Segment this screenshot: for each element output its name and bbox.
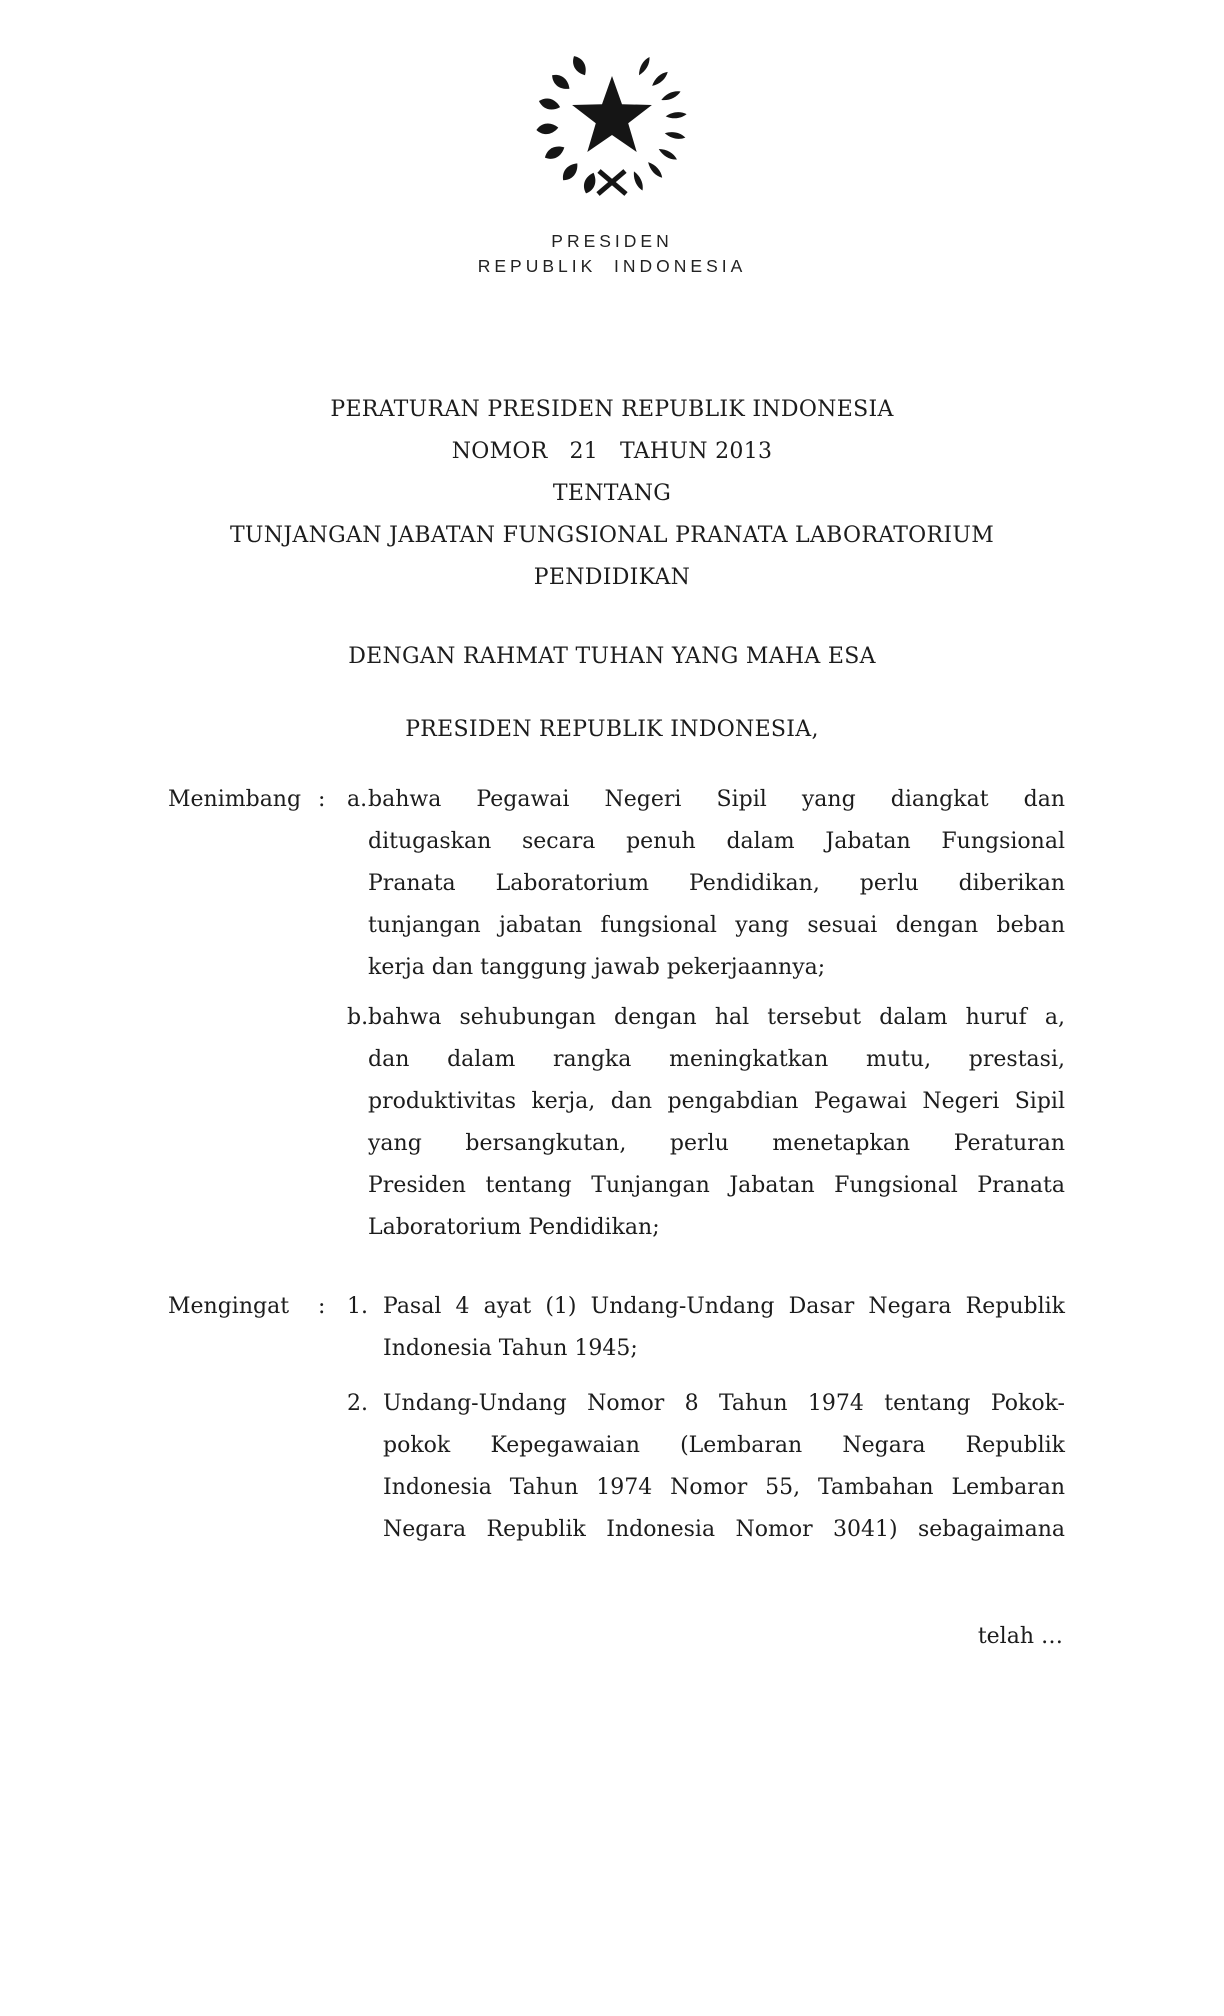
item-marker-b: b. [347, 1005, 369, 1030]
invocation-line: DENGAN RAHMAT TUHAN YANG MAHA ESA [348, 644, 876, 669]
letterhead [0, 229, 1224, 279]
mengingat-item-2-content [383, 1383, 1065, 1551]
text-line: tunjangan jabatan fungsional yang sesuai dengan beban [368, 913, 1065, 938]
text-line: Presiden tentang Tunjangan Jabatan Fungsional Pranata [368, 1173, 1065, 1198]
menimbang-item-b-content [368, 997, 1065, 1249]
mengingat-colon: : [318, 1294, 326, 1319]
authority-line: PRESIDEN REPUBLIK INDONESIA, [405, 717, 819, 742]
menimbang-item-a [347, 779, 1065, 989]
mengingat-item-2 [347, 1383, 1065, 1551]
text-line: kerja dan tanggung jawab pekerjaannya; [368, 955, 826, 980]
text-line: Indonesia Tahun 1945; [383, 1336, 638, 1361]
mengingat-item-1-content [383, 1286, 1065, 1370]
title-line-subject-2: PENDIDIKAN [533, 565, 691, 590]
presidential-seal-icon [532, 52, 692, 204]
text-line: yang bersangkutan, perlu menetapkan Peraturan [368, 1131, 1065, 1156]
text-line: Indonesia Tahun 1974 Nomor 55, Tambahan Lembaran [383, 1475, 1065, 1500]
title-line-subject-1: TUNJANGAN JABATAN FUNGSIONAL PRANATA LABORATORIUM [229, 523, 995, 548]
text-line: Undang-Undang Nomor 8 Tahun 1974 tentang Pokok- [383, 1391, 1065, 1416]
text-line: pokok Kepegawaian (Lembaran Negara Republik [383, 1433, 1065, 1458]
text-line: Negara Republik Indonesia Nomor 3041) sebagaimana [383, 1517, 1065, 1542]
text-line: bahwa Pegawai Negeri Sipil yang diangkat dan [368, 787, 1065, 812]
text-line: Laboratorium Pendidikan; [368, 1215, 660, 1240]
title-line-nomor-tahun: NOMOR 21 TAHUN 2013 [451, 439, 773, 464]
text-line: Pasal 4 ayat (1) Undang-Undang Dasar Negara Republik [383, 1294, 1065, 1319]
letterhead-presiden: PRESIDEN [551, 231, 673, 251]
document-title-block [0, 389, 1224, 599]
letterhead-republik-indonesia: REPUBLIK INDONESIA [477, 256, 747, 276]
mengingat-label: Mengingat [168, 1294, 290, 1319]
menimbang-colon: : [318, 787, 326, 812]
text-line: produktivitas kerja, dan pengabdian Pegawai Negeri Sipil [368, 1089, 1065, 1114]
menimbang-item-b [347, 997, 1065, 1249]
title-line-tentang: TENTANG [552, 481, 672, 506]
menimbang-label: Menimbang [168, 787, 302, 812]
text-line: Pranata Laboratorium Pendidikan, perlu diberikan [368, 871, 1065, 896]
mengingat-items [347, 1286, 1065, 1551]
menimbang-items [347, 779, 1065, 1249]
mengingat-item-1 [347, 1286, 1065, 1370]
text-line: dan dalam rangka meningkatkan mutu, prestasi, [368, 1047, 1065, 1072]
item-marker-a: a. [347, 787, 368, 812]
star-wreath-emblem-icon [532, 52, 692, 204]
item-marker-2: 2. [347, 1391, 368, 1416]
item-marker-1: 1. [347, 1294, 368, 1319]
text-line: bahwa sehubungan dengan hal tersebut dalam huruf a, [368, 1005, 1065, 1030]
menimbang-item-a-content [368, 779, 1065, 989]
catchword: telah … [977, 1624, 1063, 1649]
text-line: ditugaskan secara penuh dalam Jabatan Fungsional [368, 829, 1065, 854]
title-line-peraturan: PERATURAN PRESIDEN REPUBLIK INDONESIA [330, 397, 894, 422]
